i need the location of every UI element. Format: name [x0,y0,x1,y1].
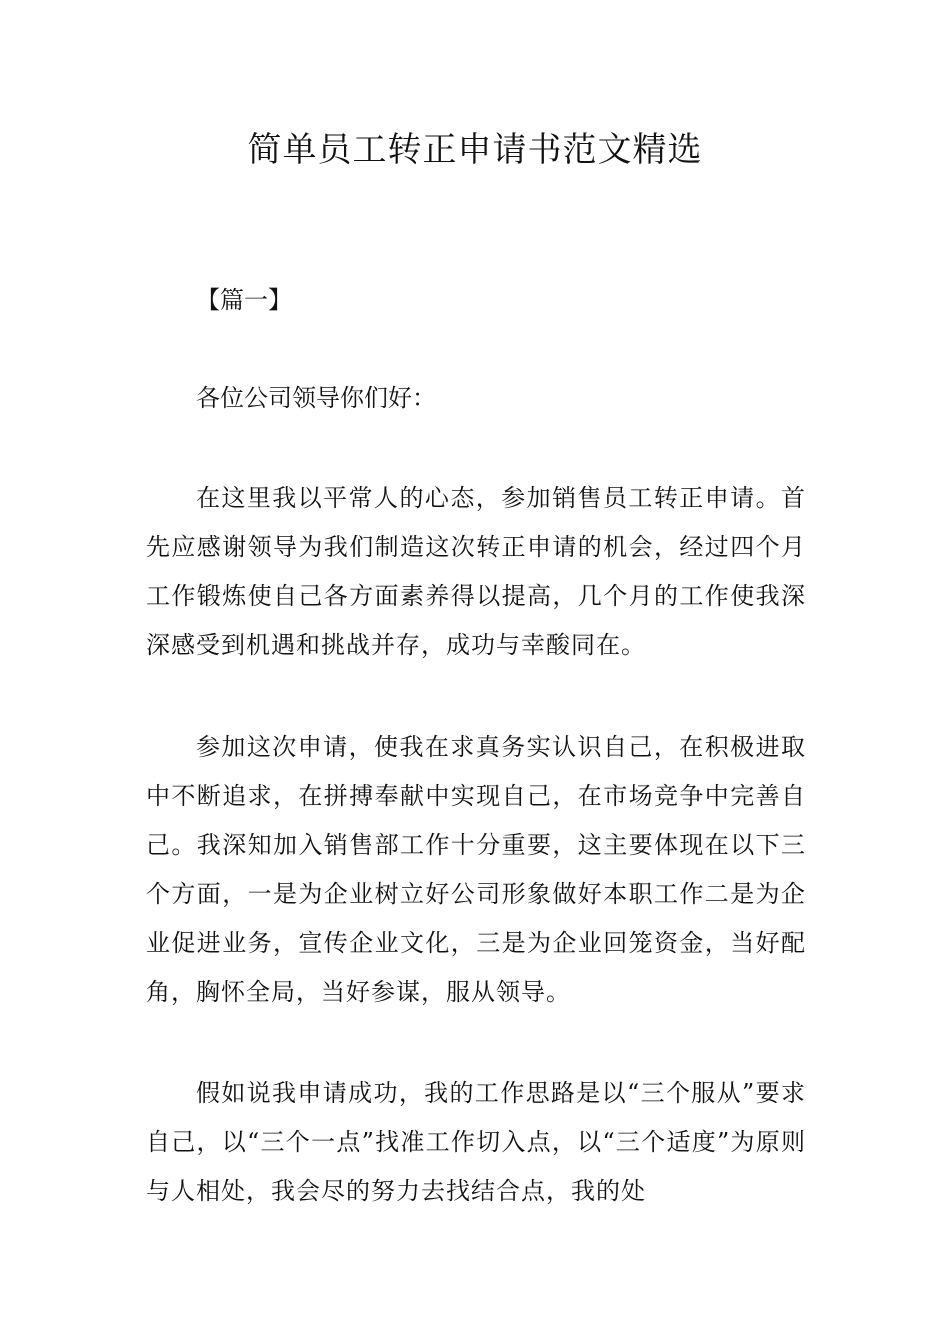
greeting: 各位公司领导你们好： [196,384,436,412]
paragraph-1: 在这里我以平常人的心态，参加销售员工转正申请。首先应感谢领导为我们制造这次转正申请的机会，经过四个月工作锻炼使自己各方面素养得以提高，几个月的工作使我深深感受到机遇和挑战并存，成功与幸酸同在。 [146,484,806,659]
section-label: 【篇一】 [196,286,292,314]
paragraph-2: 参加这次申请，使我在求真务实认识自己，在积极进取中不断追求，在拼搏奉献中实现自己，在市场竞争中完善自己。我深知加入销售部工作十分重要，这主要体现在以下三个方面，一是为企业树立好公司形象做好本职工作二是为企业促进业务，宣传企业文化，三是为企业回笼资金，当好配角，胸怀全局，当好参谋，服从领导。 [146,733,806,1006]
document-title: 简单员工转正申请书范文精选 [247,130,703,170]
paragraph-3: 假如说我申请成功，我的工作思路是以“三个服从”要求自己，以“三个一点”找准工作切入点，以“三个适度”为原则与人相处，我会尽的努力去找结合点，我的处 [146,1079,806,1205]
